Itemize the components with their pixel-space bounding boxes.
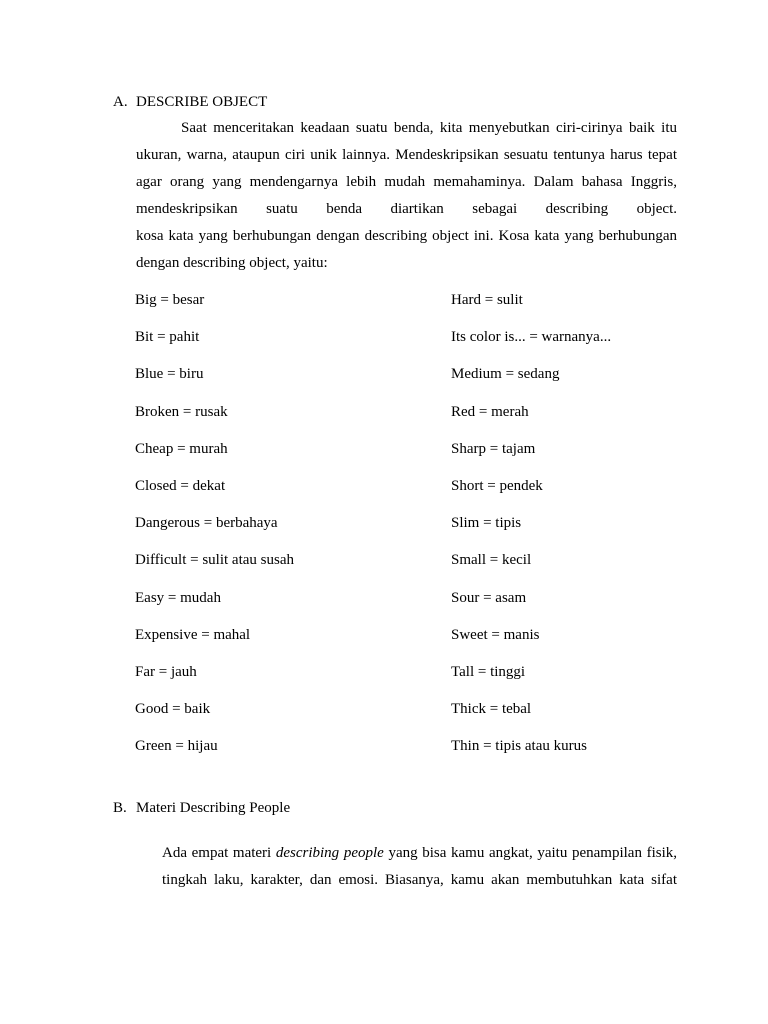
section-b-title: Materi Describing People bbox=[136, 800, 291, 816]
paragraph-line: mendeskripsikan suatu benda diartikan sebagai describing object. bbox=[136, 201, 677, 217]
vocab-item: Medium = sedang bbox=[451, 366, 560, 383]
paragraph-line: agar orang yang mendengarnya lebih mudah memahaminya. Dalam bahasa Inggris, bbox=[136, 174, 677, 190]
paragraph-line: ukuran, warna, ataupun ciri unik lainnya. Mendeskripsikan sesuatu tentunya harus tepat bbox=[136, 147, 677, 163]
vocab-item: Green = hijau bbox=[135, 738, 218, 755]
vocab-item: Expensive = mahal bbox=[135, 626, 251, 643]
vocab-item: Hard = sulit bbox=[451, 292, 523, 308]
vocab-item: Red = merah bbox=[451, 403, 529, 420]
section-a-title: DESCRIBE OBJECT bbox=[136, 94, 268, 110]
vocab-item: Far = jauh bbox=[135, 664, 197, 680]
italic-term: describing people bbox=[275, 845, 384, 861]
section-b-marker: B. bbox=[113, 800, 127, 816]
vocab-item: Thin = tipis atau kurus bbox=[451, 738, 587, 755]
vocab-item: Sharp = tajam bbox=[451, 440, 536, 457]
paragraph-line: tingkah laku, karakter, dan emosi. Biasanya, kamu akan membutuhkan kata sifat bbox=[162, 872, 677, 888]
vocab-item: Blue = biru bbox=[135, 366, 204, 383]
vocab-item: Tall = tinggi bbox=[451, 664, 526, 680]
vocab-item: Dangerous = berbahaya bbox=[135, 515, 278, 532]
vocab-item: Big = besar bbox=[135, 292, 205, 308]
vocab-item: Difficult = sulit atau susah bbox=[135, 552, 294, 569]
section-a-marker: A. bbox=[113, 94, 128, 110]
section-a-paragraph bbox=[136, 115, 677, 277]
text-run: Ada empat materi bbox=[162, 845, 276, 861]
vocab-item: Easy = mudah bbox=[135, 589, 221, 606]
vocab-item: Sour = asam bbox=[451, 589, 527, 606]
vocab-item: Thick = tebal bbox=[451, 701, 532, 718]
vocab-item: Sweet = manis bbox=[451, 626, 540, 643]
vocab-item: Good = baik bbox=[135, 701, 211, 718]
paragraph-line: dengan describing object, yaitu: bbox=[136, 255, 328, 271]
paragraph-line: kosa kata yang berhubungan dengan describing object ini. Kosa kata yang berhubungan bbox=[136, 228, 677, 244]
paragraph-line bbox=[162, 840, 677, 867]
vocab-item: Short = pendek bbox=[451, 478, 543, 494]
paragraph-line: Saat menceritakan keadaan suatu benda, kita menyebutkan ciri-cirinya baik itu bbox=[181, 120, 677, 136]
vocab-item: Bit = pahit bbox=[135, 329, 200, 346]
vocab-item: Small = kecil bbox=[451, 552, 532, 569]
vocab-item: Closed = dekat bbox=[135, 478, 226, 494]
vocab-item: Broken = rusak bbox=[135, 403, 228, 420]
text-run: yang bisa kamu angkat, yaitu penampilan fisik, bbox=[383, 845, 678, 861]
section-b-paragraph bbox=[162, 840, 677, 894]
vocab-item: Cheap = murah bbox=[135, 440, 228, 457]
vocab-item: Slim = tipis bbox=[451, 515, 522, 532]
vocab-item: Its color is... = warnanya... bbox=[451, 329, 612, 346]
